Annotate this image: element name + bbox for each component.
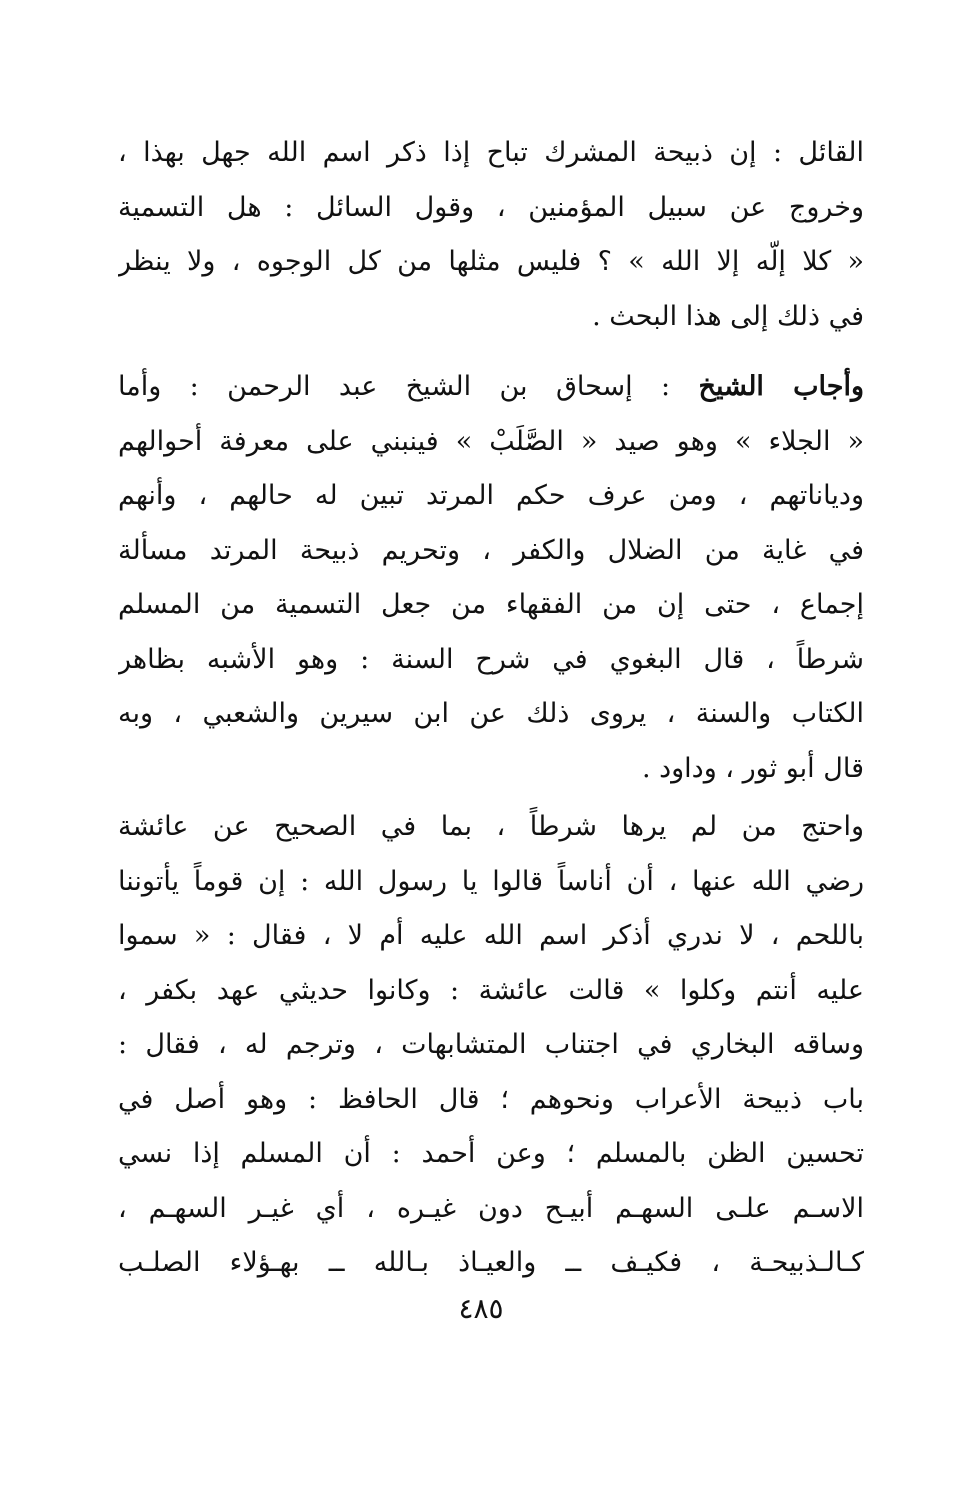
text-line: القائل : إن ذبيحة المشرك تباح إذا ذكر اسم الله جهل بهذا ،	[118, 137, 864, 168]
paragraph-2	[118, 360, 864, 796]
text-line: تحسين الظن بالمسلم ؛ وعن أحمد : أن المسلم إذا نسي	[118, 1138, 864, 1169]
text-line: عليه أنتم وكلوا » قالت عائشة : وكانوا حديثي عهد بكفر ،	[118, 974, 864, 1006]
text-line: وخروج عن سبيل المؤمنين ، وقول السائل : هل التسمية	[118, 191, 864, 223]
text-line: الكتاب والسنة ، يروى ذلك عن ابن سيرين والشعبي ، وبه	[118, 698, 864, 729]
text-line: ودياناتهم ، ومن عرف حكم المرتد تبين له حالهم ، وأنهم	[118, 480, 864, 511]
text-line: كـالـذبيحـة ، فكيـف ــ والعيـاذ بـالله ــ بهـؤلاء الصلـب	[118, 1247, 864, 1278]
text-line: واحتج من لم يرها شرطاً ، بما في الصحيح عن عائشة	[118, 811, 864, 842]
text-line: « الجلاء » وهو صيد « الصَّلَبْ » فينبني على معرفة أحوالهم	[118, 425, 864, 457]
text-line: « كلا إلّه إلا الله » ؟ فليس مثلها من كل الوجوه ، ولا ينظر	[118, 246, 864, 277]
text-line: باللحم ، لا ندري أذكر اسم الله عليه أم لا ، فقال : « سموا	[118, 920, 864, 951]
text-line: إجماع ، حتى إن من الفقهاء من جعل التسمية من المسلم	[118, 589, 864, 620]
text-line: الاسـم علـى السهـم أبيـح دون غيـره ، أي غيـر السهـم ،	[118, 1192, 864, 1224]
text-line: قال أبو ثور ، وداود .	[641, 752, 864, 784]
paragraph-1	[118, 126, 864, 344]
text-line: شرطاً ، قال البغوي في شرح السنة : وهو الأشبه بظاهر	[118, 643, 864, 675]
first-line-rest: : إسحاق بن الشيخ عبد الرحمن : وأما	[118, 371, 699, 402]
text-line: باب ذبيحة الأعراب ونحوهم ؛ قال الحافظ : وهو أصل في	[118, 1083, 864, 1115]
text-line: في ذلك إلى هذا البحث .	[592, 300, 864, 332]
bold-lead-phrase: وأجاب الشيخ	[698, 371, 864, 402]
text-line	[118, 360, 864, 415]
text-line: وساقه البخاري في اجتناب المتشابهات ، وترجم له ، فقال :	[118, 1029, 864, 1060]
paragraph-3	[118, 800, 864, 1291]
text-line: رضي الله عنها ، أن أناساً قالوا يا رسول الله : إن قوماً يأتوننا	[118, 865, 864, 897]
text-line: في غاية من الضلال والكفر ، وتحريم ذبيحة المرتد مسألة	[118, 534, 864, 566]
page-number: ٤٨٥	[458, 1292, 504, 1325]
